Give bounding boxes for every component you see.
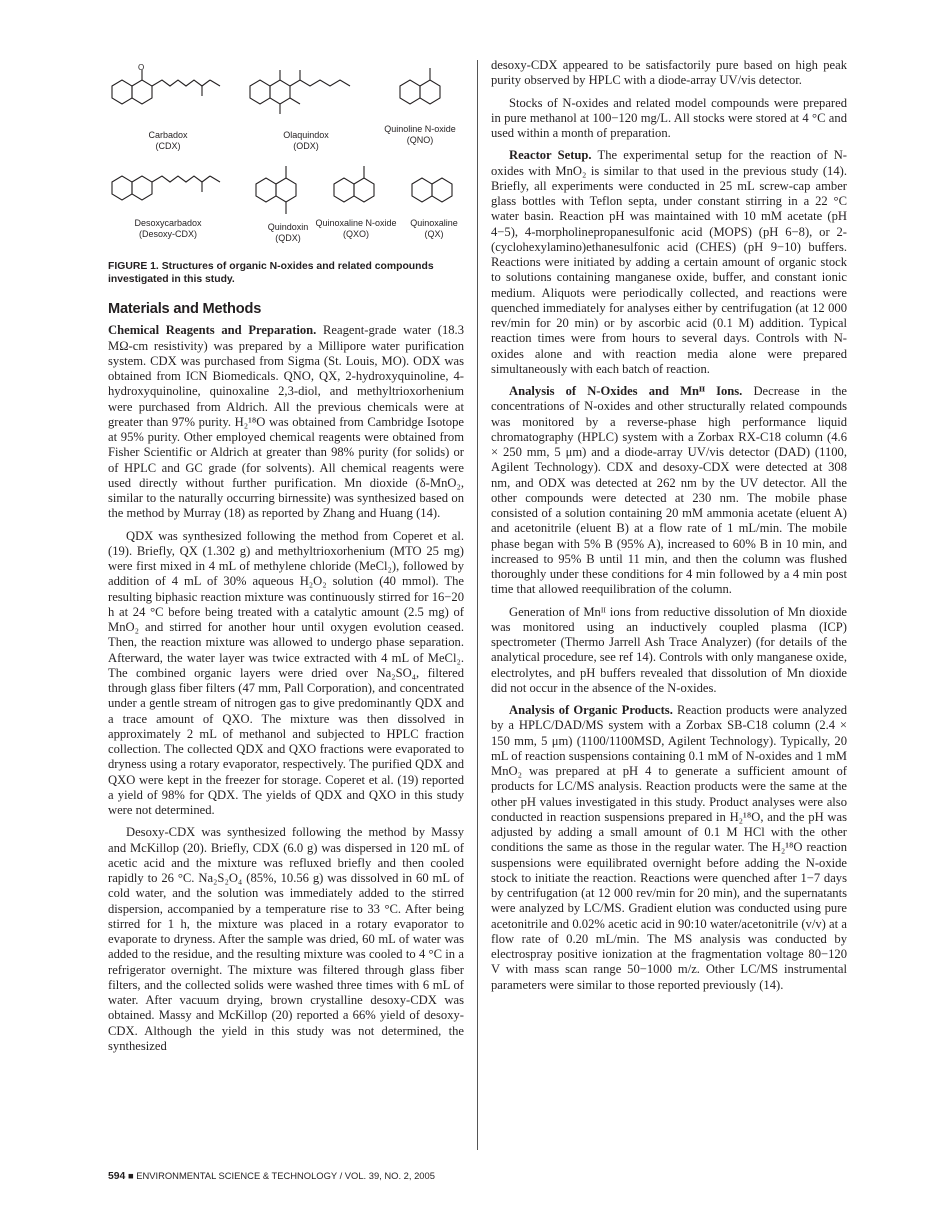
footer-separator: ■ [127,1170,134,1181]
page-footer [108,1170,435,1182]
paragraph: Reactor Setup. The experimental setup for the reaction of N-oxides with MnO₂ is similar to that used in the previous study (14). Briefly, all experiments were conducted in 25 mL screw-cap amber glass bottles with Teflon septa, under constant stirring in a 22 °C water basin. Reaction pH was maintained with 10 mM acetate (pH 4−5), 4-morpholinepropanesulfonic acid (MOPS) (pH 6−8), or 2-(cyclohexylamino)ethanesulfonic acid (CHES) (pH 9−10) buffers. Reactions were initiated by adding a certain amount of organic stock to solutions containing manganese oxide, buffer, and constant ionic medium. Aliquots were periodically collected, and reactions were quenched immediately for analyses either by centrifugation (at 12 000 rev/min for 20 min) or by ascorbic acid (0.1 M) addition. Typical reaction times were from hours to several days. Controls with N-oxides alone and with reaction media alone were prepared simultaneously with each batch of reaction. [491,148,847,376]
run-in-heading: Analysis of N-Oxides and Mnᴵᴵ Ions. [509,384,743,398]
olaquindox-structure [246,64,376,124]
quinoline-n-oxide-structure [392,64,452,114]
run-in-heading: Reactor Setup. [509,148,592,163]
journal-info: ENVIRONMENTAL SCIENCE & TECHNOLOGY / VOL. 39, NO. 2, 2005 [136,1170,435,1181]
paragraph: Analysis of Organic Products. Reaction products were analyzed by a HPLC/DAD/MS system with a Zorbax SB-C18 column (2.4 × 150 mm, 5 μm) (1100/1100MSD, Agilent Technology). Typically, 20 mL of reaction suspensions containing 0.1 mM of N-oxides and 1 mM MnO₂ was prepared at pH 4 to generate a sufficient amount of products for LC/MS analysis. Reaction products were the same at the other pH values investigated in this study. Product analyses were also conducted in reaction suspensions prepared in H₂¹⁸O, and the pH was adjusted by adding a small amount of 0.1 M HCl with the other conditions the same as those in the regular water. The H₂¹⁸O reaction suspensions were equilibrated overnight before adding the N-oxide stock to initiate the reaction. Reactions were quenched after 1−7 days by centrifugation (at 12 000 rev/min for 20 min), and the supernatants were analyzed by LC/MS. Gradient elution was conducted using pure acetonitrile and 0.02% acetic acid in 90:10 water/acetonitrile (v/v) at a flow rate of 0.20 mL/min. The MS analysis was conducted by electrospray positive ionization at the fragmentation voltage 80−120 V with mass scan range 50−1000 m/z. Other LC/MS instrumental parameters were similar to those reported previously (14). [491,703,847,992]
page-number: 594 [108,1171,126,1182]
qx-label: Quinoxaline (QX) [410,218,458,239]
paragraph: Chemical Reagents and Preparation. Reagent-grade water (18.3 MΩ-cm resistivity) was prepared by a Millipore water purification system. CDX was purchased from Sigma (St. Louis, MO). ODX was obtained from ICN Biomedicals. QNO, QX, 2-hydroxyquinoline, 4-hydroxyquinoline, quinoxaline 2,3-diol, and methyltrioxorhenium were purchased from Aldrich. All the previous chemicals were at greater than 97% purity. H₂¹⁸O was obtained from Cambridge Isotope at 95% purity. Other employed chemical reagents were obtained from Fisher Scientific or Aldrich at greater than 98% purity (for solids) or of HPLC and GC grade (for solvents). All chemical reagents were used directly without further purification. Mn dioxide (δ-MnO₂, similar to the naturally occurring birnessite) was synthesized based on the method by Murray (18) as reported by Zhang and Huang (14). [108,323,465,521]
qxo-label: Quinoxaline N-oxide (QXO) [315,218,397,239]
paragraph: Generation of Mnᴵᴵ ions from reductive dissolution of Mn dioxide was monitored using an inductively coupled plasma (ICP) spectrometer (Thermo Jarrell Ash Trace Analyzer) (for details of the analytical procedure, see ref 14). Controls with only manganese oxide, electrolytes, and pH buffers revealed that dissolution of Mn dioxide did not occur in the absence of the N-oxides. [491,604,848,695]
paragraph: Analysis of N-Oxides and Mnᴵᴵ Ions. Decrease in the concentrations of N-oxides and other structurally related compounds was monitored by a reverse-phase high performance liquid chromatography (HPLC) system with a Zorbax RX-C18 column (4.6 × 250 mm, 5 μm) and a diode-array UV/vis detector (DAD) (1100, Agilent Technology). CDX and desoxy-CDX were detected at 308 nm, and ODX was detected at 262 nm by the UV detector. All the other compounds were detected at 230 nm. The mobile phase consisted of a solution containing 20 mM ammonia acetate (eluent A) and acetonitrile (eluent B) at a flow rate of 1 mL/min. The mobile phase began with 5% B (95% A), increased to 60% B in 10 min, and increased to 95% B until 11 min, and then the column was flushed thoroughly under these conditions for 4 min followed by a 4 min post time that allowed reequilibration of the column. [491,384,847,597]
quindoxin-structure [248,162,308,222]
cdx-label: Carbadox (CDX) [148,130,188,151]
right-column [491,58,847,1000]
paragraph: Stocks of N-oxides and related model compounds were prepared in pure methanol at 100−120 mg/L. All stocks were stored at 4 °C and used within a month of preparation. [491,95,847,140]
run-in-heading: Analysis of Organic Products. [509,703,673,717]
figure-caption: FIGURE 1. Structures of organic N-oxides and related compounds investigated in this study. [108,261,434,285]
quinoxaline-structure [406,162,466,212]
qdx-label: Quindoxin (QDX) [267,222,309,243]
carbadox-structure: O [108,64,228,116]
run-in-heading: Chemical Reagents and Preparation. [108,323,317,338]
paragraph: QDX was synthesized following the method from Coperet et al. (19). Briefly, QX (1.302 g) and methyltrioxorhenium (MTO 25 mg) were first mixed in 4 mL of methylene chloride (MeCl₂), followed by addition of 4 mL of 30% aqueous H₂O₂ solution (40 mmol). The resulting biphasic reaction mixture was continuously stirred for 16−20 h at 24 °C before being treated with a catalytic amount (2.5 mg) of MnO₂ and stirred for another hour until oxygen evolution ceased. Then, the reaction mixture was allowed to undergo phase separation. Afterward, the water layer was twice extracted with 4 mL of MeCl₂. The combined organic layers were dried over Na₂SO₄, filtered through glass fiber filters (47 mm, Pall Corporation), and concentrated under a gentle stream of nitrogen gas to give predominantly QDX and a trace amount of QXO. The mixture was then dissolved in approximately 2 mL of methanol and subjected to HPLC fraction collection. The collected QDX and QXO fractions were evaporated to dryness using a rotary evaporator, respectively. The purified QDX and QXO were kept in the freezer for storage. Coperet et al. (19) reported a yield of 98% for QDX. The yields of QDX and QXO in this study were not determined. [108,528,464,817]
quinoxaline-n-oxide-structure [326,162,386,212]
desoxy-cdx-label: Desoxycarbadox (Desoxy-CDX) [134,218,202,239]
section-title: Materials and Methods [108,301,262,317]
left-column [108,58,464,1061]
odx-label: Olaquindox (ODX) [283,130,329,151]
desoxycarbadox-structure [108,166,228,212]
paragraph: desoxy-CDX appeared to be satisfactorily pure based on high peak purity observed by HPLC with a diode-array UV/vis detector. [491,58,847,88]
qno-label: Quinoline N-oxide (QNO) [384,124,456,145]
figure-1 [108,58,464,254]
paragraph: Desoxy-CDX was synthesized following the method by Massy and McKillop (20). Briefly, CDX (6.0 g) was dispersed in 120 mL of acetic acid and the mixture was refluxed briefly and then cooled rapidly to 26 °C. Na₂S₂O₄ (85%, 10.56 g) was dissolved in 60 mL of cold water, and the solution was immediately added to the stirred dispersion, accompanied by a temperature rise to 33 °C. After being stirred for 1 h, the mixture was placed in a rotary evaporator to evaporate to dryness. After the sample was dried, 60 mL of water was added to the residue, and the resulting mixture was cooled to 4 °C in a refrigerator overnight. The mixture was filtered through glass fiber filters, and the collected solids were washed three times with 6 mL of water. After vacuum drying, brown crystalline desoxy-CDX was obtained. Massy and McKillop (20) reported a 66% yield of desoxy-CDX. Although the yield in this study was not determined, the synthesized [108,825,464,1053]
